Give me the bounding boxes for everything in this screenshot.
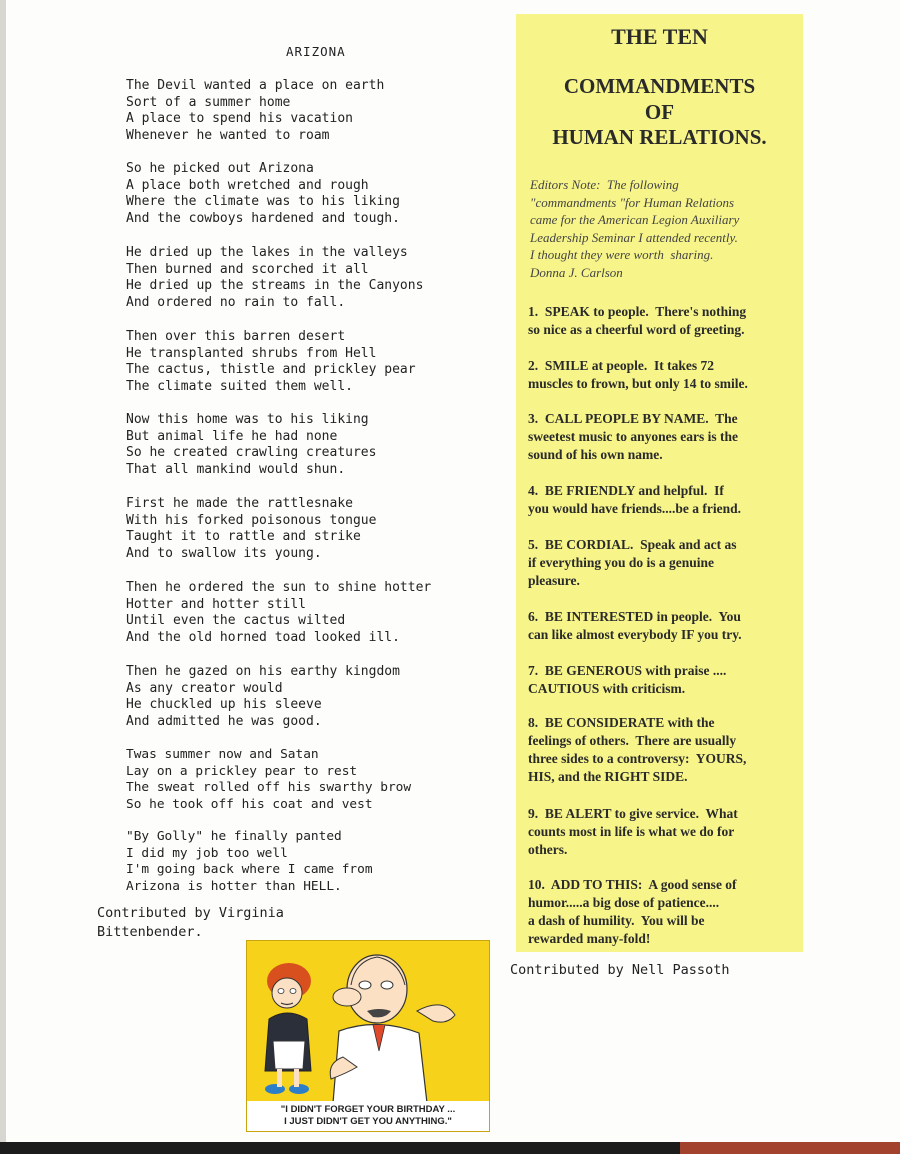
- commandment-item: 2. SMILE at people. It takes 72 muscles to frown, but only 14 to smile.: [528, 358, 748, 391]
- poem-stanza: Then he ordered the sun to shine hotter Hotter and hotter still Until even the cactus wilted And the old horned toad looked ill.: [126, 580, 432, 646]
- cartoon-caption: [247, 1101, 489, 1131]
- panel-title: OF: [644, 100, 675, 124]
- poem-contributor: Contributed by Virginia Bittenbender.: [97, 905, 284, 940]
- poem-stanza: So he picked out Arizona A place both wretched and rough Where the climate was to his liking And the cowboys hardened and tough.: [126, 161, 400, 227]
- commandment-item: 10. ADD TO THIS: A good sense of humor.....a big dose of patience.... a dash of humility. You will be rewarded many-fold!: [528, 877, 737, 946]
- commandment-item: 1. SPEAK to people. There's nothing so nice as a cheerful word of greeting.: [528, 304, 747, 337]
- page-bottom-accent: [680, 1142, 900, 1154]
- cartoon-drawing: [247, 941, 489, 1103]
- commandment-item: 3. CALL PEOPLE BY NAME. The sweetest music to anyones ears is the sound of his own name.: [528, 411, 738, 462]
- commandment-item: 5. BE CORDIAL. Speak and act as if everything you do is a genuine pleasure.: [528, 537, 737, 588]
- poem-stanza: Now this home was to his liking But animal life he had none So he created crawling creatures That all mankind would shun.: [126, 412, 377, 478]
- commandment-item: 6. BE INTERESTED in people. You can like almost everybody IF you try.: [528, 609, 742, 642]
- page-edge: [0, 0, 6, 1154]
- commandment-item: 4. BE FRIENDLY and helpful. If you would have friends....be a friend.: [528, 483, 742, 516]
- poem-stanza: He dried up the lakes in the valleys Then burned and scorched it all He dried up the streams in the Canyons And ordered no rain to fall.: [126, 245, 424, 311]
- caption-line: "I DIDN'T FORGET YOUR BIRTHDAY ...: [280, 1104, 456, 1115]
- poem-stanza: Then he gazed on his earthy kingdom As any creator would He chuckled up his sleeve And admitted he was good.: [126, 664, 400, 730]
- cartoon-illustration: [246, 940, 490, 1132]
- commandment-item: 7. BE GENEROUS with praise .... CAUTIOUS with criticism.: [528, 663, 727, 696]
- commandments-panel: [516, 14, 803, 952]
- poem-stanza: First he made the rattlesnake With his forked poisonous tongue Taught it to rattle and strike And to swallow its young.: [126, 496, 377, 562]
- commandment-item: 9. BE ALERT to give service. What counts most in life is what we do for others.: [528, 806, 738, 857]
- poem-stanza: "By Golly" he finally panted I did my job too well I'm going back where I came from Arizona is hotter than HELL.: [126, 829, 373, 895]
- panel-title: COMMANDMENTS: [563, 74, 756, 98]
- poem-stanza: Then over this barren desert He transplanted shrubs from Hell The cactus, thistle and prickley pear The climate suited them well.: [126, 329, 416, 395]
- poem-stanza: The Devil wanted a place on earth Sort of a summer home A place to spend his vacation Whenever he wanted to roam: [126, 78, 385, 144]
- commandments-contributor: Contributed by Nell Passoth: [510, 962, 730, 978]
- editors-note: Editors Note: The following "commandments "for Human Relations came for the American Legion Auxiliary Leadership Seminar I attended recently. I thought they were worth sharing. Donna J. Carlson: [530, 177, 740, 280]
- poem-title: ARIZONA: [286, 44, 346, 59]
- panel-title: HUMAN RELATIONS.: [552, 125, 767, 149]
- panel-title: THE TEN: [611, 24, 708, 49]
- commandment-item: 8. BE CONSIDERATE with the feelings of others. There are usually three sides to a controversy: YOURS, HIS, and the RIGHT SIDE.: [528, 715, 747, 784]
- caption-line: I JUST DIDN'T GET YOU ANYTHING.": [284, 1116, 452, 1127]
- poem-stanza: Twas summer now and Satan Lay on a prickley pear to rest The sweat rolled off his swarthy brow So he took off his coat and vest: [126, 747, 412, 813]
